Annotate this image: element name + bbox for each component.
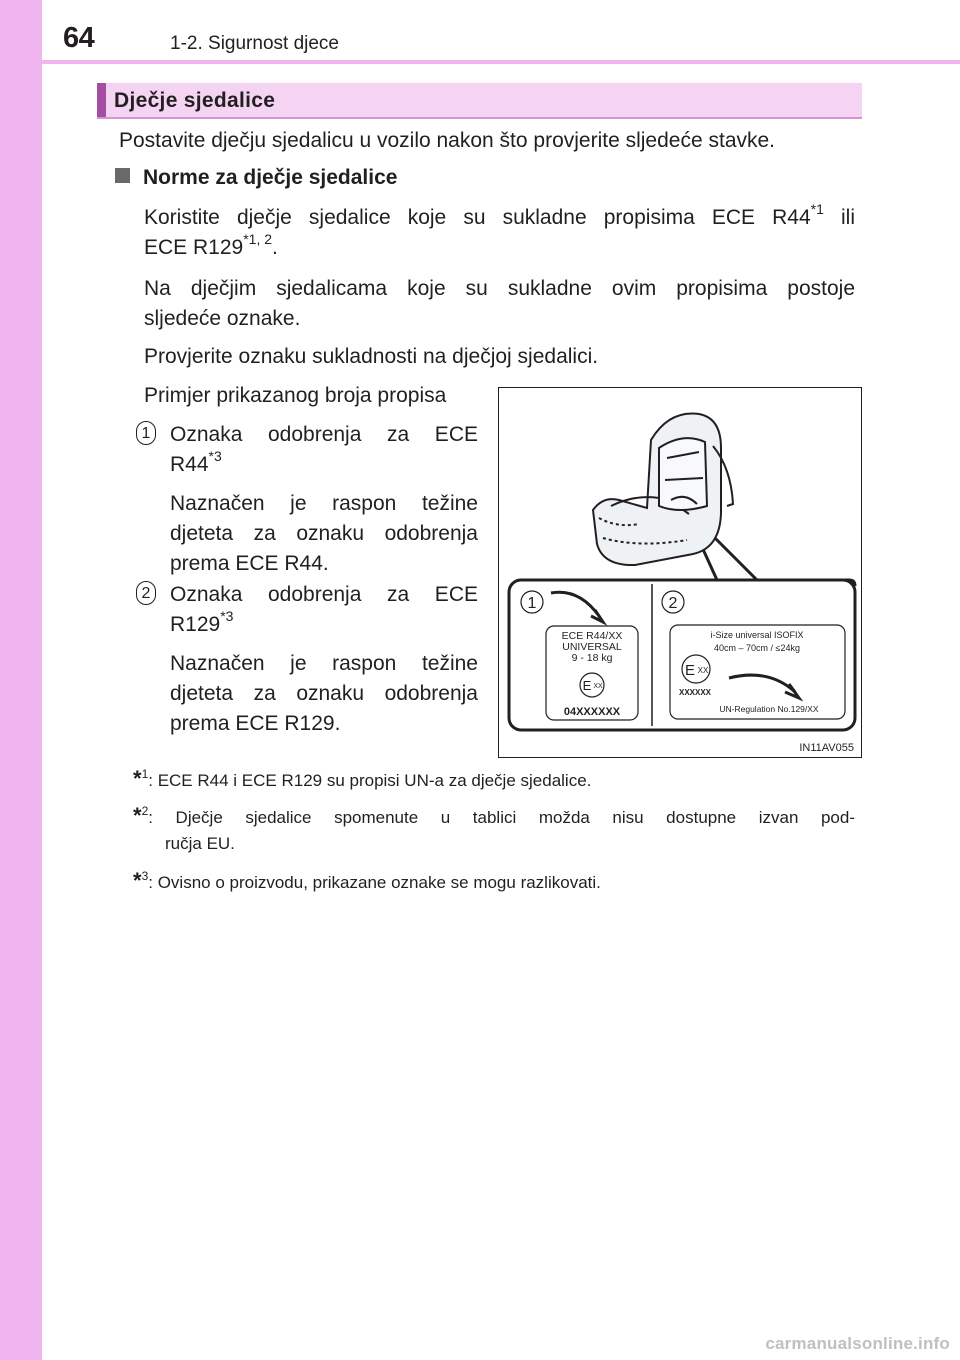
footnote-ref: *3 — [208, 448, 222, 464]
item-1-desc-line2: djeteta za oznaku odobrenja — [170, 522, 478, 545]
item-number-1: 1 — [136, 421, 156, 445]
watermark: carmanualsonline.info — [765, 1334, 950, 1353]
chapter-title: 1-2. Sigurnost djece — [170, 33, 339, 54]
section-header — [97, 83, 862, 119]
r129-label-line1: i-Size universal ISOFIX — [710, 630, 804, 640]
paragraph-standards-line1: Koristite dječje sjedalice koje su sukladne propisima ECE R44$^{*1}$ ili — [144, 201, 855, 229]
svg-text:E: E — [684, 662, 696, 679]
paragraph-markings — [144, 274, 855, 334]
page-number: 64 — [63, 22, 95, 54]
item-2-desc-line2: djeteta za oznaku odobrenja — [170, 682, 478, 705]
paragraph-markings-line2: sljedeće oznake. — [144, 307, 301, 330]
header-rule — [42, 60, 960, 64]
section-title: Dječje sjedalice — [114, 89, 276, 112]
footnote-2-line1: *$^2$: Dječje sjedalice spomenute u tablici možda nisu dostupne izvan pod- — [133, 803, 855, 828]
item-1 — [170, 420, 478, 579]
paragraph-check: Provjerite oznaku sukladnosti na dječjoj sjedalici. — [144, 345, 599, 368]
footnote-2 — [133, 802, 855, 858]
footnote-3: *$^3$: Ovisno o proizvodu, prikazane oznake se mogu razlikovati. — [133, 868, 601, 893]
footnote-1: *$^1$: ECE R44 i ECE R129 su propisi UN-a za dječje sjedalice. — [133, 766, 592, 791]
ece-label-line2: UNIVERSAL — [562, 641, 622, 653]
item-2-title-line1: Oznaka odobrenja za ECE — [170, 583, 478, 606]
r129-label-line2: 40cm – 70cm / ≤24kg — [714, 643, 800, 653]
footnote-ref: *3 — [220, 608, 234, 624]
ece-label-line3: 9 - 18 kg — [571, 652, 613, 664]
subsection-title: Norme za dječje sjedalice — [143, 166, 398, 189]
footnote-ref: *1, 2 — [243, 231, 273, 247]
figure-callout-2: 2 — [668, 595, 678, 612]
item-1-desc-line3: prema ECE R44. — [170, 552, 329, 575]
section-header-bar — [97, 83, 106, 117]
intro-paragraph: Postavite dječju sjedalicu u vozilo nakon što provjerite sljedeće stavke. — [119, 129, 776, 152]
ece-label-code: 04XXXXXX — [563, 706, 621, 718]
paragraph-markings-line1: Na dječjim sjedalicama koje su sukladne ovim propisima postoje — [144, 277, 855, 300]
item-2 — [170, 580, 478, 739]
square-bullet-icon — [115, 168, 130, 183]
child-seat-figure — [498, 387, 862, 758]
example-caption: Primjer prikazanog broja propisa — [144, 384, 447, 407]
footnote-2-line2: ručja EU. — [165, 834, 235, 853]
svg-text:XX: XX — [697, 666, 709, 675]
item-1-title-line1: Oznaka odobrenja za ECE — [170, 423, 478, 446]
item-2-title-line2: R129$^{*3}$ — [170, 608, 234, 636]
paragraph-standards — [144, 203, 855, 263]
child-seat-illustration — [499, 388, 860, 756]
ece-label-line1: ECE R44/XX — [561, 630, 623, 642]
svg-text:XX: XX — [593, 683, 603, 690]
r129-label-code: XXXXXX — [678, 688, 712, 697]
figure-callout-1: 1 — [527, 595, 537, 612]
item-number-2: 2 — [136, 581, 156, 605]
footnote-ref: *1 — [810, 201, 824, 217]
item-1-title-line2: R44$^{*3}$ — [170, 448, 222, 476]
subsection-heading — [115, 166, 397, 190]
child-seat-icon — [593, 414, 733, 566]
item-1-desc-line1: Naznačen je raspon težine — [170, 492, 478, 515]
item-2-desc-line1: Naznačen je raspon težine — [170, 652, 478, 675]
r129-label-regulation: UN-Regulation No.129/XX — [719, 704, 819, 714]
paragraph-standards-line2: ECE R129$^{*1, 2}$. — [144, 231, 278, 259]
figure-code: IN11AV055 — [799, 742, 854, 754]
item-2-desc-line3: prema ECE R129. — [170, 712, 341, 735]
svg-text:E: E — [582, 678, 592, 693]
side-color-strip — [0, 0, 42, 1360]
